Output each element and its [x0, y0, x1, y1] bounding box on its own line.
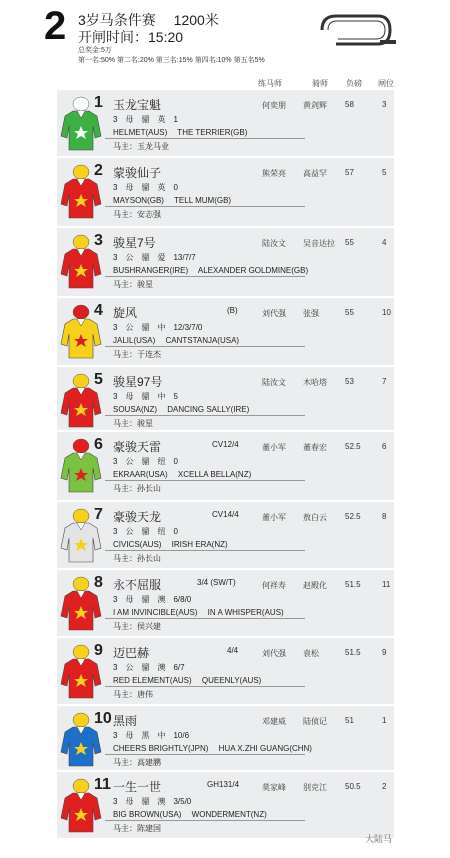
- prize-shares: 第一名:50% 第二名:20% 第三名:15% 第四名:10% 第五名5%: [78, 57, 265, 64]
- horse-name: 玉龙宝魁: [113, 98, 162, 112]
- horse-pedigree: I AM INVINCIBLE(AUS) IN A WHISPER(AUS): [113, 608, 284, 617]
- horse-info: 3 公 骝 澳 6/7: [113, 663, 185, 672]
- horse-row: [57, 570, 394, 636]
- horse-tag: GH131/4: [207, 780, 240, 789]
- horse-name: 蒙骏仙子: [113, 166, 162, 180]
- draw: 1: [382, 716, 387, 725]
- jockey: 袁松: [303, 649, 319, 658]
- horse-pedigree: BIG BROWN(USA) WONDERMENT(NZ): [113, 810, 267, 819]
- race-title: 3岁马条件赛 1200米: [78, 12, 219, 28]
- col-trainer: 练马师: [258, 79, 282, 88]
- horse-info: 3 母 骝 澳 3/5/0: [113, 797, 192, 806]
- horse-name: 旋风: [113, 306, 138, 320]
- horse-owner: 马主：唐伟: [113, 690, 153, 699]
- horse-row: [57, 432, 394, 500]
- horse-name: 永不屈服: [113, 578, 162, 592]
- horse-number: 1: [94, 94, 103, 111]
- draw: 9: [382, 648, 387, 657]
- horse-pedigree: SOUSA(NZ) DANCING SALLY(IRE): [113, 405, 250, 414]
- jockey: 高益罕: [303, 169, 327, 178]
- divider: [105, 686, 305, 687]
- horse-pedigree: MAYSON(GB) TELL MUM(GB): [113, 196, 232, 205]
- weight: 58: [345, 100, 354, 109]
- horse-number: 5: [94, 371, 103, 388]
- horse-name: 豪骏天龙: [113, 510, 162, 524]
- horse-tag: (B): [227, 306, 238, 315]
- weight: 55: [345, 308, 354, 317]
- weight: 51: [345, 716, 354, 725]
- horse-number: 11: [94, 776, 111, 793]
- horse-name: 豪骏天雷: [113, 440, 162, 454]
- horse-owner: 马主：陈建国: [113, 824, 161, 833]
- horse-name: 迈巴赫: [113, 646, 150, 660]
- horse-info: 3 公 骝 爱 13/7/7: [113, 253, 196, 262]
- draw: 8: [382, 512, 387, 521]
- horse-row: [57, 158, 394, 226]
- jockey: 黄剑辉: [303, 101, 327, 110]
- col-jockey: 骑师: [312, 79, 328, 88]
- draw: 4: [382, 238, 387, 247]
- weight: 52.5: [345, 442, 361, 451]
- divider: [105, 415, 305, 416]
- horse-pedigree: CIVICS(AUS) IRISH ERA(NZ): [113, 540, 228, 549]
- horse-info: 3 母 骝 中 5: [113, 392, 178, 401]
- horse-pedigree: CHEERS BRIGHTLY(JPN) HUA X.ZHI GUANG(CHN): [113, 744, 312, 753]
- horse-info: 3 母 黑 中 10/6: [113, 731, 190, 740]
- horse-row: [57, 367, 394, 430]
- horse-owner: 马主：玉龙马业: [113, 142, 169, 151]
- weight: 53: [345, 377, 354, 386]
- trainer: 熊荣亮: [262, 169, 286, 178]
- horse-pedigree: BUSHRANGER(IRE) ALEXANDER GOLDMINE(GB): [113, 266, 309, 275]
- draw: 5: [382, 168, 387, 177]
- weight: 52.5: [345, 512, 361, 521]
- horse-tag: CV12/4: [212, 440, 239, 449]
- divider: [105, 138, 305, 139]
- horse-tag: 4/4: [227, 646, 239, 655]
- trainer: 何奕朋: [262, 101, 286, 110]
- horse-tag: 3/4 (SW/T): [197, 578, 236, 587]
- horse-owner: 马主：孙长山: [113, 554, 161, 563]
- horse-number: 4: [94, 302, 103, 319]
- horse-owner: 马主：孙长山: [113, 484, 161, 493]
- horse-row: [57, 502, 394, 568]
- horse-pedigree: EKRAAR(USA) XCELLA BELLA(NZ): [113, 470, 252, 479]
- horse-owner: 马主：于连杰: [113, 350, 161, 359]
- weight: 57: [345, 168, 354, 177]
- horse-number: 7: [94, 506, 103, 523]
- trainer: 何祥寿: [262, 581, 286, 590]
- weight: 51.5: [345, 580, 361, 589]
- race-time: 开闸时间：15:20: [78, 29, 184, 45]
- track-icon: [316, 10, 396, 50]
- horse-pedigree: HELMET(AUS) THE TERRIER(GB): [113, 128, 248, 137]
- divider: [105, 480, 305, 481]
- horse-pedigree: JALIL(USA) CANTSTANJA(USA): [113, 336, 240, 345]
- watermark: 大陆马: [365, 834, 393, 844]
- draw: 11: [382, 580, 391, 589]
- horse-owner: 马主：安志强: [113, 210, 161, 219]
- jockey: 董春宏: [303, 443, 327, 452]
- divider: [105, 754, 305, 755]
- divider: [105, 820, 305, 821]
- divider: [105, 276, 305, 277]
- trainer: 邓建威: [262, 717, 286, 726]
- trainer: 董小军: [262, 443, 286, 452]
- horse-info: 3 公 骝 纽 0: [113, 527, 178, 536]
- horse-number: 9: [94, 642, 103, 659]
- horse-tag: CV14/4: [212, 510, 239, 519]
- race-number: 2: [44, 4, 67, 48]
- divider: [105, 550, 305, 551]
- jockey: 张强: [303, 309, 319, 318]
- horse-pedigree: RED ELEMENT(AUS) QUEENLY(AUS): [113, 676, 262, 685]
- horse-owner: 马主：骏星: [113, 280, 153, 289]
- horse-name: 骏星7号: [113, 236, 156, 250]
- trainer: 刘代强: [262, 649, 286, 658]
- draw: 7: [382, 377, 387, 386]
- horse-name: 骏星97号: [113, 375, 163, 389]
- horse-number: 3: [94, 232, 103, 249]
- draw: 2: [382, 782, 387, 791]
- horse-row: [57, 298, 394, 365]
- col-weight: 负磅: [346, 79, 362, 88]
- horse-info: 3 母 骝 英 1: [113, 115, 178, 124]
- jockey: 敖白云: [303, 513, 327, 522]
- divider: [105, 346, 305, 347]
- trainer: 莫家峰: [262, 783, 286, 792]
- jockey: 赵殿化: [303, 581, 327, 590]
- draw: 3: [382, 100, 387, 109]
- weight: 51.5: [345, 648, 361, 657]
- horse-number: 2: [94, 162, 103, 179]
- trainer: 董小军: [262, 513, 286, 522]
- horse-info: 3 母 骝 澳 6/8/0: [113, 595, 192, 604]
- race-header: [0, 0, 450, 75]
- horse-owner: 马主：骏星: [113, 419, 153, 428]
- horse-number: 10: [94, 710, 112, 727]
- trainer: 陆汝文: [262, 378, 286, 387]
- trainer: 陆汝文: [262, 239, 286, 248]
- draw: 10: [382, 308, 391, 317]
- jockey: 陆侦记: [303, 717, 327, 726]
- jockey: 别克江: [303, 783, 327, 792]
- horse-name: 一生一世: [113, 780, 162, 794]
- horse-number: 6: [94, 436, 103, 453]
- horse-owner: 马主：侯兴建: [113, 622, 161, 631]
- horse-info: 3 公 骝 纽 0: [113, 457, 178, 466]
- draw: 6: [382, 442, 387, 451]
- horse-row: [57, 90, 394, 156]
- jockey: 木哈塔: [303, 378, 327, 387]
- horse-name: 黑雨: [113, 714, 138, 728]
- horse-info: 3 母 骝 英 0: [113, 183, 178, 192]
- horse-number: 8: [94, 574, 103, 591]
- horse-owner: 马主：高建鹏: [113, 758, 161, 767]
- weight: 50.5: [345, 782, 361, 791]
- col-draw: 闸位: [378, 79, 394, 88]
- trainer: 刘代强: [262, 309, 286, 318]
- horse-row: [57, 772, 394, 838]
- horse-info: 3 公 骝 中 12/3/7/0: [113, 323, 203, 332]
- race-prize: 总奖金:5万: [78, 47, 112, 54]
- jockey: 吴音达拉: [303, 239, 335, 248]
- weight: 55: [345, 238, 354, 247]
- divider: [105, 206, 305, 207]
- horse-row: [57, 228, 394, 296]
- horse-row: [57, 638, 394, 704]
- divider: [105, 618, 305, 619]
- horse-row: [57, 706, 394, 770]
